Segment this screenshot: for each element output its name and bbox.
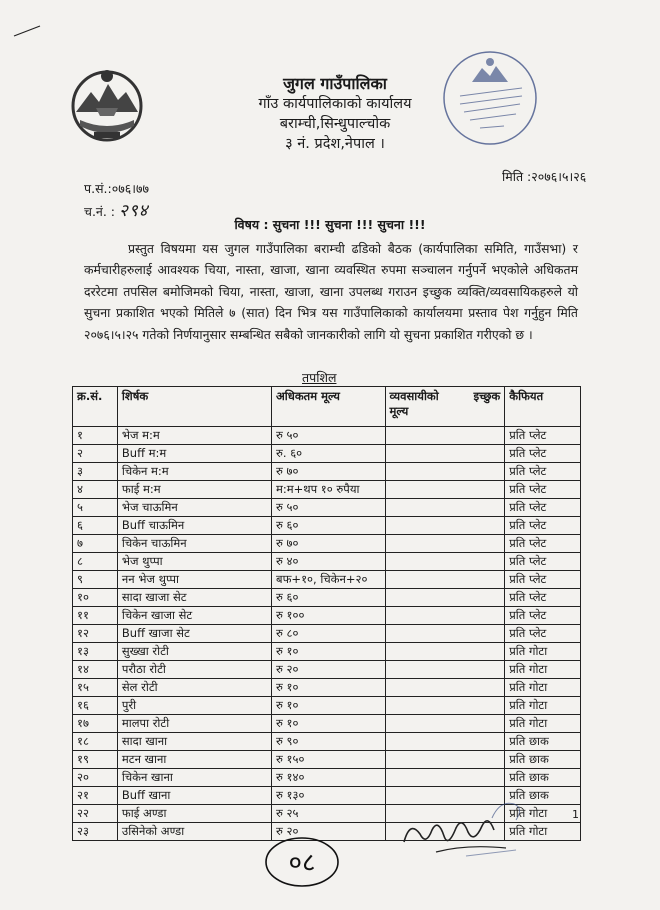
- cell-item: भेज म:म: [117, 427, 271, 445]
- table-row: [73, 625, 581, 643]
- cell-sn: ५: [73, 499, 118, 517]
- table-row: [73, 571, 581, 589]
- col-bid-header: [385, 387, 505, 427]
- cell-item: चिकेन म:म: [117, 463, 271, 481]
- municipality-name: जुगल गाउँपालिका: [283, 74, 387, 93]
- cell-sn: ९: [73, 571, 118, 589]
- cell-remarks: प्रति प्लेट: [505, 625, 581, 643]
- table-row: [73, 769, 581, 787]
- cell-remarks: प्रति प्लेट: [505, 535, 581, 553]
- cell-bid: [385, 769, 505, 787]
- cell-item: Buff खाजा सेट: [117, 625, 271, 643]
- notice-date: मिति :२०७६।५।२६: [502, 169, 587, 184]
- province-line: ३ नं. प्रदेश,नेपाल ।: [285, 136, 385, 152]
- table-row: [73, 427, 581, 445]
- cell-remarks: प्रति प्लेट: [505, 427, 581, 445]
- cell-sn: १: [73, 427, 118, 445]
- cell-sn: १०: [73, 589, 118, 607]
- cell-item: Buff खाना: [117, 787, 271, 805]
- col-sn-header: क्र.सं.: [73, 387, 118, 427]
- cell-item: मटन खाना: [117, 751, 271, 769]
- cell-rate: रु ५०: [272, 499, 386, 517]
- cell-sn: ७: [73, 535, 118, 553]
- cell-bid: [385, 445, 505, 463]
- cell-remarks: प्रति गोटा: [505, 679, 581, 697]
- cell-sn: ४: [73, 481, 118, 499]
- office-header: [190, 74, 480, 154]
- cell-rate: रु १४०: [272, 769, 386, 787]
- circled-number-text: ०८: [288, 848, 316, 878]
- cell-remarks: प्रति प्लेट: [505, 607, 581, 625]
- table-row: [73, 733, 581, 751]
- cell-bid: [385, 535, 505, 553]
- cell-bid: [385, 499, 505, 517]
- cell-rate: रु १०: [272, 679, 386, 697]
- bid-header-word2: इच्छुक: [473, 389, 501, 403]
- cell-rate: रु ५०: [272, 427, 386, 445]
- cell-sn: ८: [73, 553, 118, 571]
- cell-sn: ६: [73, 517, 118, 535]
- cell-bid: [385, 589, 505, 607]
- cell-item: पुरी: [117, 697, 271, 715]
- col-remarks-header: कैफियत: [505, 387, 581, 427]
- cell-sn: ११: [73, 607, 118, 625]
- cell-rate: रु २५: [272, 805, 386, 823]
- chalani-label: च.नं. :: [84, 204, 116, 219]
- table-row: [73, 607, 581, 625]
- cell-rate: रु ७०: [272, 463, 386, 481]
- table-row: [73, 661, 581, 679]
- cell-sn: २२: [73, 805, 118, 823]
- cell-bid: [385, 625, 505, 643]
- handwritten-signature: [396, 790, 546, 862]
- cell-rate: रु ७०: [272, 535, 386, 553]
- cell-bid: [385, 481, 505, 499]
- col-rate-header: अधिकतम मूल्य: [272, 387, 386, 427]
- cell-item: सादा खाना: [117, 733, 271, 751]
- cell-sn: २०: [73, 769, 118, 787]
- cell-item: फाई म:म: [117, 481, 271, 499]
- cell-item: परौठा रोटी: [117, 661, 271, 679]
- cell-sn: १४: [73, 661, 118, 679]
- cell-remarks: प्रति छाक: [505, 787, 581, 805]
- cell-item: उसिनेको अण्डा: [117, 823, 271, 841]
- cell-remarks: प्रति छाक: [505, 733, 581, 751]
- table-row: [73, 679, 581, 697]
- cell-bid: [385, 553, 505, 571]
- subject-line: विषय : सुचना !!! सुचना !!! सुचना !!!: [234, 217, 426, 232]
- cell-bid: [385, 427, 505, 445]
- patra-sankhya: प.सं.:०७६।७७: [84, 181, 149, 196]
- table-title: तपशिल: [302, 370, 337, 385]
- cell-rate: रु १०: [272, 715, 386, 733]
- cell-rate: रु ९०: [272, 733, 386, 751]
- cell-item: भेज थुप्पा: [117, 553, 271, 571]
- cell-bid: [385, 679, 505, 697]
- table-row: [73, 445, 581, 463]
- cell-bid: [385, 571, 505, 589]
- cell-sn: १३: [73, 643, 118, 661]
- chalani-value: २९४: [119, 201, 149, 221]
- cell-remarks: प्रति गोटा: [505, 715, 581, 733]
- cell-rate: रु २०: [272, 823, 386, 841]
- cell-item: फाई अण्डा: [117, 805, 271, 823]
- handwritten-circled-number: [262, 834, 342, 890]
- table-row: [73, 553, 581, 571]
- cell-item: चिकेन खाजा सेट: [117, 607, 271, 625]
- cell-remarks: प्रति छाक: [505, 769, 581, 787]
- table-row: [73, 589, 581, 607]
- table-row: [73, 481, 581, 499]
- col-title-header: शिर्षक: [117, 387, 271, 427]
- cell-rate: रु १३०: [272, 787, 386, 805]
- cell-rate: म:म+थप १० रुपैया: [272, 481, 386, 499]
- cell-remarks: प्रति प्लेट: [505, 445, 581, 463]
- bid-header-word1: व्यवसायीको: [389, 389, 439, 403]
- table-row: [73, 463, 581, 481]
- cell-rate: रु २०: [272, 661, 386, 679]
- cell-item: मालपा रोटी: [117, 715, 271, 733]
- cell-rate: रु. ६०: [272, 445, 386, 463]
- office-stamp: [438, 46, 542, 150]
- cell-sn: २१: [73, 787, 118, 805]
- cell-bid: [385, 733, 505, 751]
- cell-item: सेल रोटी: [117, 679, 271, 697]
- rate-table: [72, 386, 581, 841]
- cell-remarks: प्रति प्लेट: [505, 571, 581, 589]
- cell-remarks: प्रति छाक: [505, 751, 581, 769]
- cell-sn: २३: [73, 823, 118, 841]
- cell-remarks: प्रति प्लेट: [505, 481, 581, 499]
- table-row: [73, 535, 581, 553]
- cell-item: चिकेन खाना: [117, 769, 271, 787]
- cell-rate: रु ८०: [272, 625, 386, 643]
- cell-rate: रु १०: [272, 697, 386, 715]
- cell-bid: [385, 607, 505, 625]
- cell-sn: १५: [73, 679, 118, 697]
- table-row: [73, 643, 581, 661]
- table-row: [73, 499, 581, 517]
- table-row: [73, 517, 581, 535]
- notice-body: प्रस्तुत विषयमा यस जुगल गाउँपालिका बराम्ची ढडिको बैठक (कार्यपालिका समिति, गाउँसभा) र कर्मचारीहरुलाई आवश्यक चिया, नास्ता, खाजा, खाना व्यवस्थित रुपमा सञ्चालन गर्नुपर्ने भएकोले अधिकतम दररेटमा तपसिल बमोजिमको चिया, नास्ता, खाजा, खाना उपलब्ध गराउन इच्छुक व्यक्ति/व्यवसायिकहरुले यो सुचना प्रकाशित भएको मितिले ७ (सात) दिन भित्र यस गाउँपालिकाको कार्यालयमा प्रस्ताव पेश गर्नुहुन मिति २०७६।५।२५ गतेको निर्णयानुसार सम्बन्धित सबैको जानकारीको लागि यो सुचना प्रकाशित गरीएको छ ।: [84, 241, 578, 342]
- cell-remarks: प्रति गोटा: [505, 823, 581, 841]
- cell-rate: बफ+१०, चिकेन+२०: [272, 571, 386, 589]
- cell-sn: १९: [73, 751, 118, 769]
- cell-bid: [385, 517, 505, 535]
- table-header-row: [73, 387, 581, 427]
- cell-item: Buff चाऊमिन: [117, 517, 271, 535]
- cell-remarks: प्रति प्लेट: [505, 499, 581, 517]
- cell-rate: रु ६०: [272, 517, 386, 535]
- cell-rate: रु ६०: [272, 589, 386, 607]
- cell-remarks: प्रति गोटा: [505, 805, 581, 823]
- table-row: [73, 751, 581, 769]
- cell-bid: [385, 463, 505, 481]
- cell-item: Buff म:म: [117, 445, 271, 463]
- cell-remarks: प्रति गोटा: [505, 661, 581, 679]
- cell-sn: १२: [73, 625, 118, 643]
- cell-rate: रु ४०: [272, 553, 386, 571]
- cell-remarks: प्रति प्लेट: [505, 463, 581, 481]
- bid-header-word3: मूल्य: [389, 404, 409, 418]
- page-number: 1: [572, 808, 579, 821]
- pen-mark: [10, 20, 50, 40]
- cell-bid: [385, 643, 505, 661]
- cell-sn: १८: [73, 733, 118, 751]
- cell-item: चिकेन चाऊमिन: [117, 535, 271, 553]
- office-name: गाँउ कार्यपालिकाको कार्यालय: [258, 96, 412, 112]
- cell-rate: रु १५०: [272, 751, 386, 769]
- cell-sn: १७: [73, 715, 118, 733]
- office-address: बराम्ची,सिन्धुपाल्चोक: [279, 116, 391, 132]
- cell-bid: [385, 715, 505, 733]
- cell-sn: २: [73, 445, 118, 463]
- cell-remarks: प्रति प्लेट: [505, 517, 581, 535]
- cell-item: सुख्खा रोटी: [117, 643, 271, 661]
- cell-remarks: प्रति प्लेट: [505, 589, 581, 607]
- table-row: [73, 697, 581, 715]
- cell-bid: [385, 751, 505, 769]
- cell-remarks: प्रति गोटा: [505, 697, 581, 715]
- cell-item: सादा खाजा सेट: [117, 589, 271, 607]
- cell-remarks: प्रति प्लेट: [505, 553, 581, 571]
- cell-sn: ३: [73, 463, 118, 481]
- cell-rate: रु १०: [272, 643, 386, 661]
- cell-item: नन भेज थुप्पा: [117, 571, 271, 589]
- cell-bid: [385, 661, 505, 679]
- cell-rate: रु १००: [272, 607, 386, 625]
- table-body: [73, 427, 581, 841]
- cell-bid: [385, 697, 505, 715]
- cell-remarks: प्रति गोटा: [505, 643, 581, 661]
- table-row: [73, 715, 581, 733]
- cell-sn: १६: [73, 697, 118, 715]
- nepal-emblem-icon: [66, 62, 148, 144]
- cell-item: भेज चाऊमिन: [117, 499, 271, 517]
